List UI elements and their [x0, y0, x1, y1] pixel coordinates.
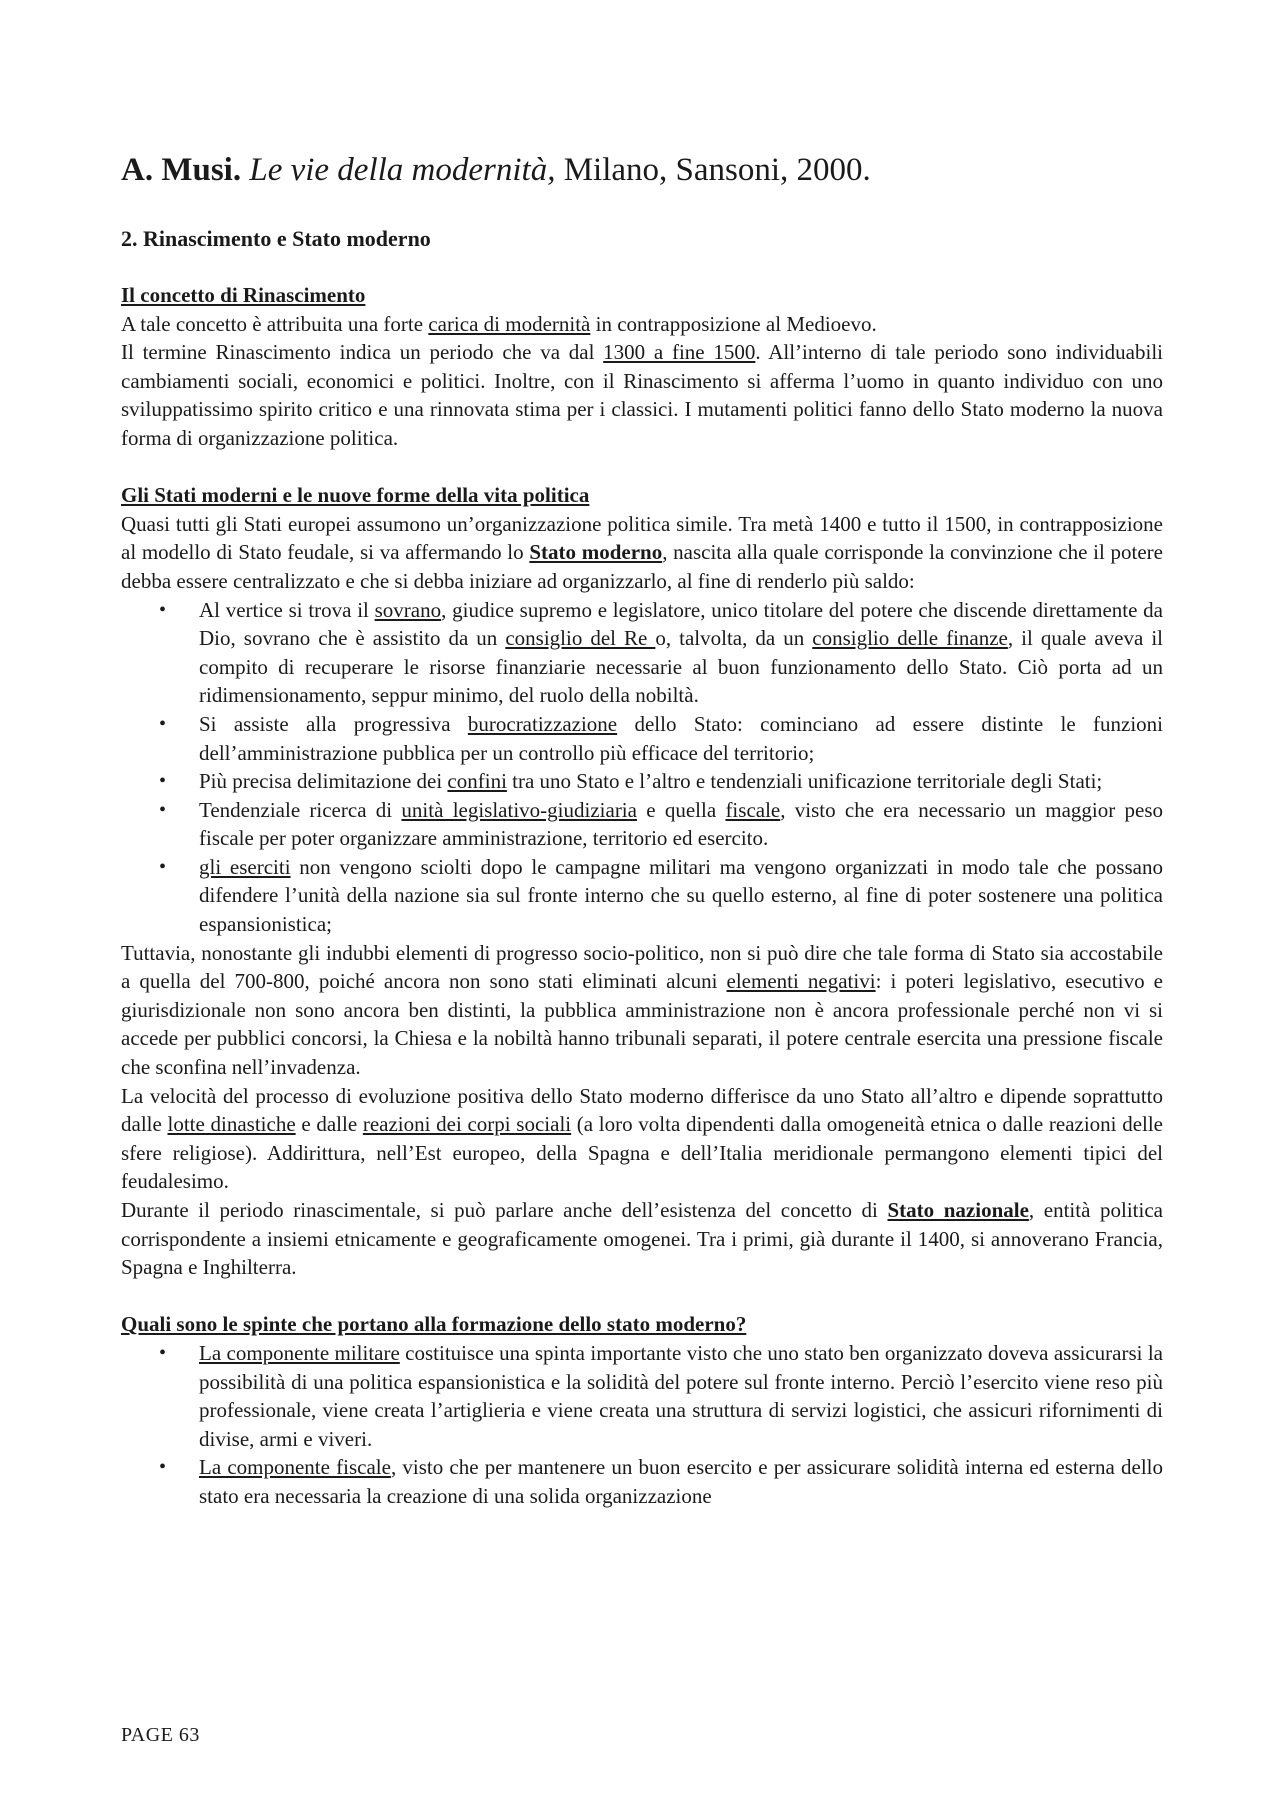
bullet-icon: •: [159, 598, 167, 621]
section-heading-spinte: Quali sono le spinte che portano alla formazione dello stato moderno?: [121, 1312, 747, 1337]
paragraph-termine: Il termine Rinascimento indica un periodo che va dal 1300 a fine 1500. All’interno di tale periodo sono individuabili cambiamenti sociali, economici e politici. Inoltre, con il Rinascimento si afferma l’uomo in quanto individuo con uno sviluppatissimo spirito critico e una rinnovata stima per i classici. I mutamenti politici fanno dello Stato moderno la nuova forma di organizzazione politica.: [121, 340, 1163, 450]
list-item: • Si assiste alla progressiva burocratizzazione dello Stato: cominciano ad essere distinte le funzioni dell’amministrazione pubblica per un controllo più efficace del territorio;: [159, 711, 1163, 765]
paragraph-stato-nazionale: Durante il periodo rinascimentale, si può parlare anche dell’esistenza del concetto di Stato nazionale, entità politica corrispondente a insiemi etnicamente e geograficamente omogenei. Tra i primi, già durante il 1400, si annoverano Francia, Spagna e Inghilterra.: [121, 1198, 1163, 1280]
bullet-icon: •: [159, 712, 167, 735]
title-publication: Milano, Sansoni, 2000.: [563, 152, 871, 188]
list-item: • La componente militare costituisce una spinta importante visto che uno stato ben organizzato doveva assicurarsi la possibilità di una politica espansionistica e la solidità del potere sul fronte interno. Perciò l’esercito viene reso più professionale, viene creata l’artiglieria e viene creata una struttura di servizi logistici, che assicuri rifornimenti di divise, armi e viveri.: [159, 1340, 1163, 1451]
list-item: • gli eserciti non vengono sciolti dopo le campagne militari ma vengono organizzati in modo tale che possano difendere l’unità della nazione sia sul fronte interno che su quello esterno, al fine di poter sostenere una politica espansionistica;: [159, 854, 1163, 937]
document-page: [121, 150, 1163, 1511]
title-work: Le vie della modernità,: [249, 152, 556, 188]
list-item: • La componente fiscale, visto che per mantenere un buon esercito e per assicurare solidità interna ed esterna dello stato era necessaria la creazione di una solida organizzazione: [159, 1455, 1164, 1508]
list-item: • Al vertice si trova il sovrano, giudice supremo e legislatore, unico titolare del potere che discende direttamente da Dio, sovrano che è assistito da un consiglio del Re o, talvolta, da un consiglio delle finanze, il quale aveva il compito di recuperare le risorse finanziarie necessarie al buon funzionamento dello Stato. Ciò porta ad un ridimensionamento, seppur minimo, del ruolo della nobiltà.: [159, 597, 1163, 708]
section-heading-stati-moderni: Gli Stati moderni e le nuove forme della vita politica: [121, 483, 590, 508]
paragraph-concetto: A tale concetto è attribuita una forte carica di modernità in contrapposizione al Medioevo.: [121, 311, 877, 336]
bullet-icon: •: [159, 1456, 167, 1479]
document-title: [121, 150, 1163, 190]
bullet-icon: •: [159, 1341, 167, 1364]
paragraph-stati-intro: Quasi tutti gli Stati europei assumono un’organizzazione politica simile. Tra metà 1400 e tutto il 1500, in contrapposizione al modello di Stato feudale, si va affermando lo Stato moderno, nascita alla quale corrisponde la convinzione che il potere debba essere centralizzato e che si debba iniziare ad organizzarlo, al fine di renderlo più saldo:: [121, 511, 1163, 593]
bullet-icon: •: [159, 855, 167, 878]
bullet-icon: •: [159, 770, 167, 793]
chapter-heading: 2. Rinascimento e Stato moderno: [121, 226, 431, 251]
bullet-icon: •: [159, 798, 167, 821]
paragraph-tuttavia: Tuttavia, nonostante gli indubbi elementi di progresso socio-politico, non si può dire che tale forma di Stato sia accostabile a quella del 700-800, poiché ancora non sono stati eliminati alcuni elementi negativi: i poteri legislativo, esecutivo e giurisdizionale non sono ancora ben distinti, la pubblica amministrazione non è ancora professionale perché non vi si accede per pubblici concorsi, la Chiesa e la nobiltà hanno tribunali separati, il potere centrale esercita una pressione fiscale che sconfina nell’invadenza.: [121, 940, 1163, 1080]
paragraph-velocita: La velocità del processo di evoluzione positiva dello Stato moderno differisce da uno Stato all’altro e dipende soprattutto dalle lotte dinastiche e dalle reazioni dei corpi sociali (a loro volta dipendenti dalla omogeneità etnica o dalle reazioni delle sfere religiose). Addirittura, nell’Est europeo, della Spagna e dell’Italia meridionale permangono elementi tipici del feudalesimo.: [121, 1083, 1164, 1194]
section-heading-rinascimento: Il concetto di Rinascimento: [121, 283, 366, 307]
list-item: • Tendenziale ricerca di unità legislativo-giudiziaria e quella fiscale, visto che era necessario un maggior peso fiscale per poter organizzare amministrazione, territorio ed esercito.: [159, 797, 1163, 851]
title-author: A. Musi.: [121, 152, 242, 188]
list-item: • Più precisa delimitazione dei confini tra uno Stato e l’altro e tendenziali unificazione territoriale degli Stati;: [199, 767, 1163, 796]
list-caratteristiche-stato: [121, 596, 1163, 939]
list-spinte: [121, 1339, 1163, 1511]
page-number: PAGE 63: [121, 1724, 200, 1746]
